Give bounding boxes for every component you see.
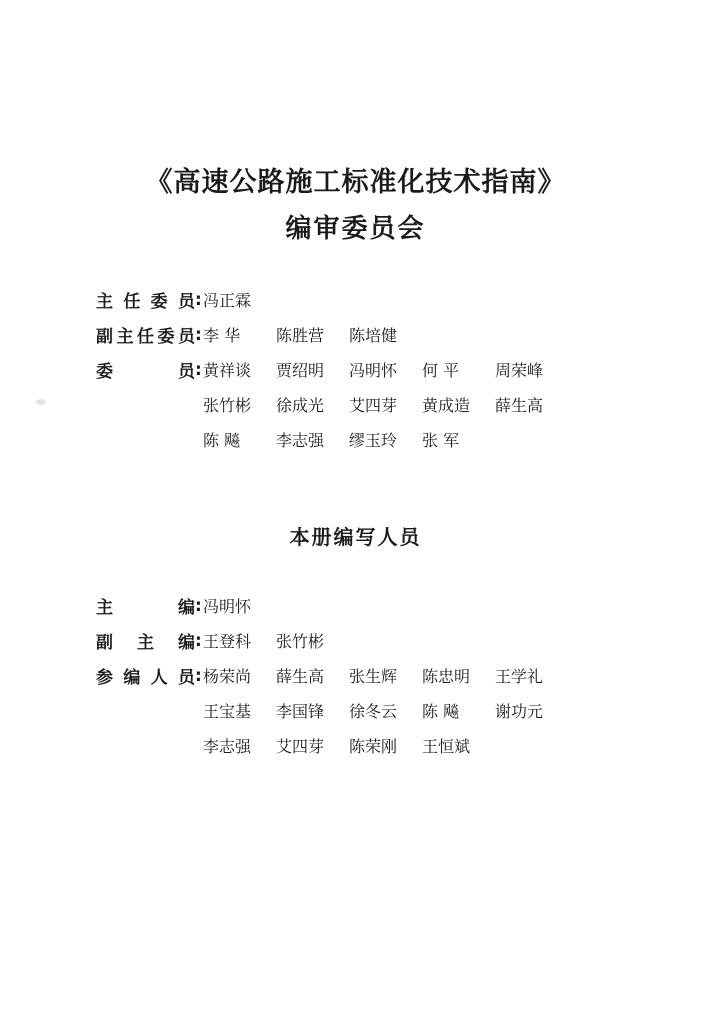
role-char: 副 xyxy=(96,327,113,347)
role-label xyxy=(96,357,195,382)
editors-row xyxy=(96,623,568,658)
name-list xyxy=(203,699,568,722)
role-char: 主 xyxy=(116,327,134,347)
role-char: 编 xyxy=(178,633,195,653)
role-char: 编 xyxy=(178,598,195,618)
person-name: 陈培健 xyxy=(349,326,398,345)
person-name: 王学礼 xyxy=(495,667,544,686)
person-name: 张生辉 xyxy=(349,667,398,686)
role-colon: : xyxy=(195,324,202,345)
person-name: 王登科 xyxy=(203,632,252,651)
person-name: 李国锋 xyxy=(276,702,325,721)
person-name: 艾四芽 xyxy=(349,396,398,415)
editors-row xyxy=(96,693,568,728)
person-name: 贾绍明 xyxy=(276,361,325,380)
role-label xyxy=(96,593,195,618)
role-char: 任 xyxy=(123,292,141,312)
name-list xyxy=(203,358,568,381)
person-name: 陈 飚 xyxy=(203,431,241,450)
person-name: 徐成光 xyxy=(276,396,325,415)
role-char: 员 xyxy=(178,327,195,347)
role-char: 主 xyxy=(96,598,113,618)
editors-roster xyxy=(96,588,568,763)
section-title: 本册编写人员 xyxy=(289,525,422,549)
committee-row xyxy=(96,387,568,422)
person-name: 艾四芽 xyxy=(276,737,325,756)
role-colon: : xyxy=(195,289,202,310)
role-char: 员 xyxy=(177,292,195,312)
person-name: 谢功元 xyxy=(495,702,544,721)
role-char: 委 xyxy=(150,292,168,312)
person-name: 徐冬云 xyxy=(349,702,398,721)
person-name: 陈胜营 xyxy=(276,326,325,345)
person-name: 李志强 xyxy=(203,737,252,756)
editors-row xyxy=(96,658,568,693)
committee-row xyxy=(96,422,568,457)
person-name: 王宝基 xyxy=(203,702,252,721)
committee-title: 编审委员会 xyxy=(285,214,426,244)
person-name: 薛生高 xyxy=(495,396,544,415)
person-name: 冯正霖 xyxy=(203,291,252,310)
role-label xyxy=(96,287,195,312)
role-char: 员 xyxy=(178,362,195,382)
person-name: 李 华 xyxy=(203,326,241,345)
role-char: 任 xyxy=(137,327,154,347)
person-name: 何 平 xyxy=(422,361,460,380)
role-colon: : xyxy=(195,630,202,651)
name-list xyxy=(203,734,495,757)
role-char: 主 xyxy=(137,633,154,653)
role-char: 副 xyxy=(96,633,113,653)
person-name: 王恒斌 xyxy=(422,737,471,756)
person-name: 周荣峰 xyxy=(495,361,544,380)
role-label xyxy=(96,663,195,688)
name-list xyxy=(203,323,422,346)
book-title: 《高速公路施工标准化技术指南》 xyxy=(145,167,566,198)
role-char: 参 xyxy=(96,668,113,688)
role-colon: : xyxy=(195,359,202,380)
person-name: 黄祥谈 xyxy=(203,361,252,380)
person-name: 张竹彬 xyxy=(203,396,252,415)
person-name: 冯明怀 xyxy=(349,361,398,380)
person-name: 薛生高 xyxy=(276,667,325,686)
name-list xyxy=(203,664,568,687)
person-name: 陈 飚 xyxy=(422,702,460,721)
person-name: 缪玉玲 xyxy=(349,431,398,450)
role-label xyxy=(96,628,195,653)
role-label xyxy=(96,322,195,347)
person-name: 张竹彬 xyxy=(276,632,325,651)
person-name: 杨荣尚 xyxy=(203,667,252,686)
committee-row xyxy=(96,282,568,317)
editors-row xyxy=(96,588,568,623)
person-name: 陈荣刚 xyxy=(349,737,398,756)
role-char: 主 xyxy=(96,292,113,312)
name-list xyxy=(203,288,276,311)
scan-speck xyxy=(36,399,46,405)
name-list xyxy=(203,629,349,652)
committee-row xyxy=(96,317,568,352)
name-list xyxy=(203,393,568,416)
role-colon: : xyxy=(195,595,202,616)
name-list xyxy=(203,428,495,451)
role-colon: : xyxy=(195,665,202,686)
person-name: 黄成造 xyxy=(422,396,471,415)
committee-roster xyxy=(96,282,568,457)
name-list xyxy=(203,594,276,617)
person-name: 李志强 xyxy=(276,431,325,450)
person-name: 冯明怀 xyxy=(203,597,252,616)
editors-row xyxy=(96,728,568,763)
person-name: 陈忠明 xyxy=(422,667,471,686)
role-char: 编 xyxy=(123,668,141,688)
role-char: 委 xyxy=(157,327,175,347)
role-char: 员 xyxy=(177,668,195,688)
role-char: 人 xyxy=(150,668,168,688)
committee-row xyxy=(96,352,568,387)
person-name: 张 军 xyxy=(422,431,460,450)
role-char: 委 xyxy=(96,362,113,382)
